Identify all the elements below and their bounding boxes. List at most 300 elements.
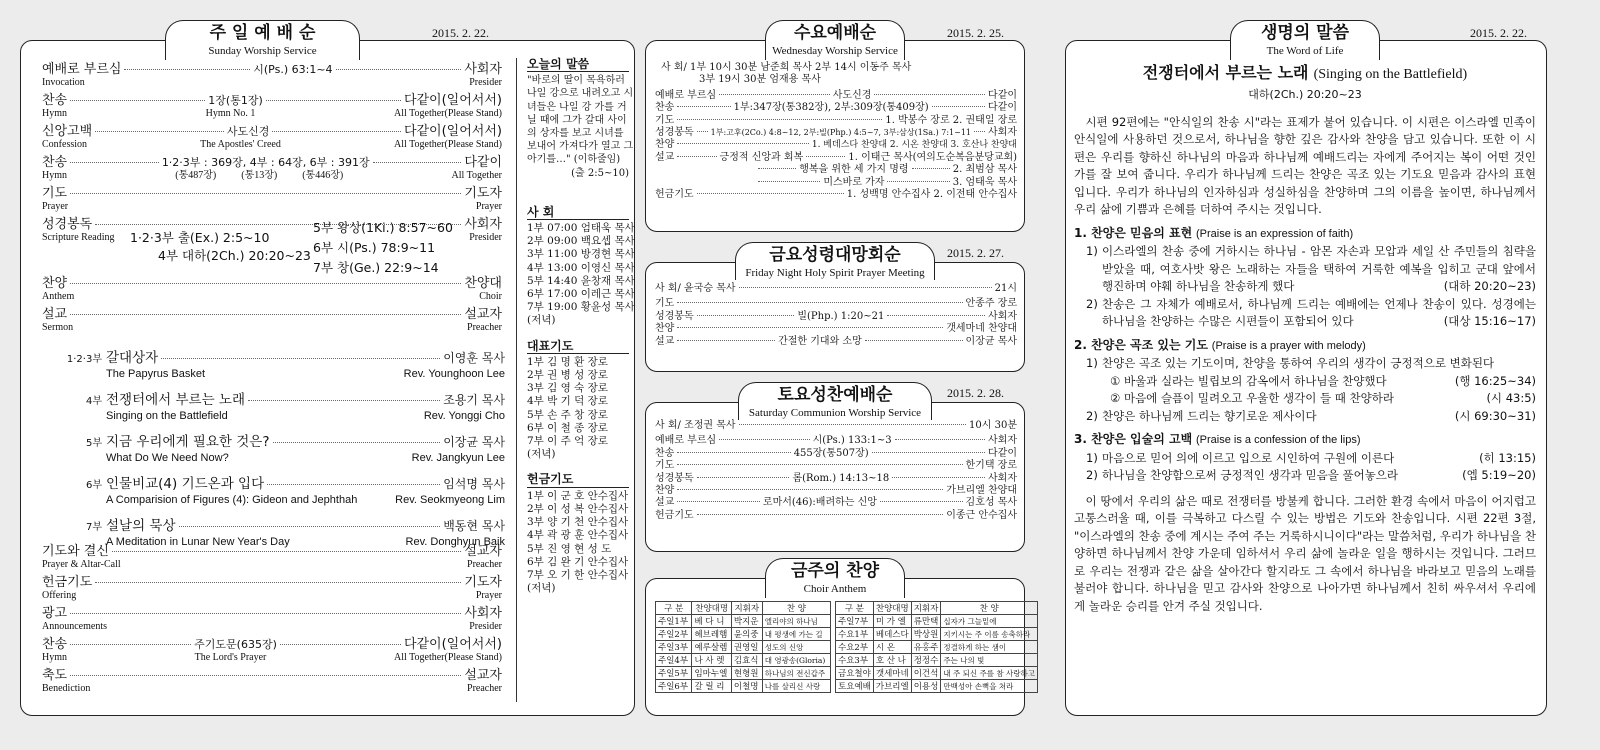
sermon-row bbox=[60, 514, 505, 534]
point-2a2-ref: (시 43:5) bbox=[1486, 391, 1536, 405]
order-role-en: Preacher bbox=[467, 322, 502, 333]
offer-item: 1부 이 군 호 안수집사 bbox=[527, 489, 629, 502]
sermon-preacher-en: Rev. Donghyun Baik bbox=[405, 536, 505, 548]
point-2b: 2) 찬양은 하나님께 드리는 향기로운 제사이다 (시 69:30~31) bbox=[1074, 408, 1536, 426]
saturday-date: 2015. 2. 28. bbox=[947, 386, 1004, 400]
schedule-row bbox=[655, 177, 1017, 189]
verse-line: 나일 강으로 내려오고 시 bbox=[527, 88, 634, 100]
saturday-rows bbox=[655, 435, 1017, 522]
order-item bbox=[42, 272, 502, 302]
order-label: 광고 bbox=[42, 606, 68, 621]
order-role: 설교자 bbox=[464, 668, 502, 683]
order-en-row bbox=[42, 652, 502, 663]
choir-header-row bbox=[836, 602, 1038, 615]
word-title-tab bbox=[1230, 20, 1380, 60]
reading-5: 5부 왕상(1Ki.) 8:57~60 bbox=[313, 220, 453, 235]
schedule-label: 기도 bbox=[655, 460, 675, 472]
order-en-row bbox=[42, 170, 502, 181]
sermon-service: 5부 bbox=[85, 438, 102, 449]
order-detail-en: The Lord's Prayer bbox=[194, 652, 267, 663]
order-role: 찬양대 bbox=[464, 276, 502, 291]
choir-cell: 하나님의 전신갑주 bbox=[762, 667, 830, 680]
order-detail: 1·2·3부 : 369장, 4부 : 64장, 6부 : 391장 bbox=[161, 156, 370, 169]
choir-row bbox=[656, 641, 831, 654]
choir-cell: 박상원 bbox=[911, 628, 941, 641]
schedule-detail: 빌(Php.) 1:20~21 bbox=[797, 310, 885, 322]
order-row bbox=[42, 151, 502, 170]
point-1a: 1) 이스라엘의 찬송 중에 거하시는 하나님 - 암몬 자손과 모압과 세일 산 주민들의 침략을 받았을 때, 여호사밧 왕은 노래하는 자들을 택하여 거룩한 예복을 입히고 군대 앞에서 행진하며 야훼 하나님을 찬송하게 했다 (대하 20:20~23) bbox=[1074, 243, 1536, 296]
choir-cell: 대 영광송(Gloria) bbox=[762, 654, 830, 667]
host-item: 2부 09:00 백요셉 목사 bbox=[527, 235, 635, 248]
choir-title: 금주의 찬양 bbox=[790, 561, 880, 581]
verse-line: "바로의 딸이 목욕하러 bbox=[527, 75, 625, 87]
wednesday-host-2: 3부 19시 30분 엄재용 목사 bbox=[699, 74, 821, 86]
schedule-role: 다같이 bbox=[988, 89, 1018, 101]
sermon-title-en: A Comparision of Figures (4): Gideon and Jephthah bbox=[106, 494, 358, 506]
point-1-en: (Praise is an expression of faith) bbox=[1196, 227, 1354, 240]
choir-cell: 수요1부 bbox=[836, 628, 874, 641]
leader-dots bbox=[677, 452, 790, 453]
point-2 bbox=[1074, 337, 1536, 356]
schedule-row bbox=[655, 473, 1017, 485]
choir-cell: 수요3부 bbox=[836, 654, 874, 667]
sermon-service: 4부 bbox=[85, 396, 102, 407]
offer-item: 6부 김 완 기 안수집사 bbox=[527, 555, 629, 568]
sermon-en-row bbox=[60, 368, 505, 381]
schedule-label: 예배로 부르심 bbox=[655, 89, 717, 101]
choir-header-cell: 지휘자 bbox=[911, 602, 941, 615]
order-role-en: All Together(Please Stand) bbox=[394, 652, 502, 663]
leader-dots bbox=[697, 315, 795, 316]
choir-cell: 주는 나의 빛 bbox=[941, 654, 1038, 667]
point-1a-ref: (대하 20:20~23) bbox=[1443, 279, 1536, 293]
schedule-detail: 1부:347장(통382장), 2부:309장(통409장) bbox=[733, 102, 929, 114]
order-detail: 주기도문(635장) bbox=[194, 638, 277, 651]
leader-dots bbox=[70, 283, 461, 284]
leader-dots bbox=[273, 442, 441, 443]
sermon-row bbox=[60, 388, 505, 408]
order-role-en: All Together(Please Stand) bbox=[394, 108, 502, 119]
choir-cell: 이철명 bbox=[731, 680, 762, 693]
point-2a-text: 찬양은 곡조 있는 기도이며, 찬양을 통하여 우리의 생각이 긍정적으로 변화된다 bbox=[1102, 356, 1495, 370]
order-role-en: Presider bbox=[469, 621, 502, 632]
saturday-host-row bbox=[655, 420, 1017, 432]
schedule-label: 설교 bbox=[655, 151, 675, 163]
choir-cell: 권영일 bbox=[731, 641, 762, 654]
choir-row bbox=[656, 615, 831, 628]
sermon-title-en: Singing on the Battlefield bbox=[106, 410, 228, 422]
leader-dots bbox=[677, 119, 882, 120]
order-item bbox=[42, 664, 502, 694]
choir-row bbox=[836, 628, 1038, 641]
leader-dots bbox=[248, 400, 440, 401]
choir-cell: 주일4부 bbox=[656, 654, 692, 667]
schedule-detail: 사도신경 bbox=[832, 89, 872, 101]
friday-rows bbox=[655, 298, 1017, 348]
order-label: 기도 bbox=[42, 186, 68, 201]
order-label-en: Benediction bbox=[42, 683, 91, 694]
choir-row bbox=[836, 680, 1038, 693]
order-label-en: Hymn bbox=[42, 652, 67, 663]
choir-cell: 이건석 bbox=[911, 667, 941, 680]
schedule-role: 사회자 bbox=[988, 127, 1017, 139]
order-row bbox=[42, 602, 502, 621]
order-label-en: Anthem bbox=[42, 291, 75, 302]
sermon-preacher-en: Rev. Younghoon Lee bbox=[403, 368, 505, 380]
schedule-label: 성경봉독 bbox=[655, 472, 694, 484]
verse-line: (출 2:5~10) bbox=[571, 167, 629, 179]
order-role: 사회자 bbox=[464, 606, 502, 621]
order-label-en: Announcements bbox=[42, 621, 107, 632]
host-list bbox=[527, 222, 635, 328]
order-label-en: Invocation bbox=[42, 77, 85, 88]
sunday-subtitle: Sunday Worship Service bbox=[208, 45, 317, 57]
sermon-title: 갈대상자 bbox=[106, 350, 159, 366]
order-label: 축도 bbox=[42, 668, 68, 683]
leader-dots bbox=[677, 106, 730, 107]
offer-list bbox=[527, 490, 629, 596]
schedule-role: 김호성 목사 bbox=[965, 497, 1018, 509]
leader-dots bbox=[758, 168, 796, 169]
order-detail: 사도신경 bbox=[226, 125, 270, 138]
friday-host: 사 회/ 윤국승 목사 bbox=[655, 283, 736, 294]
order-label: 헌금기도 bbox=[42, 575, 93, 590]
friday-schedule bbox=[655, 283, 1017, 348]
leader-dots bbox=[677, 501, 760, 502]
host-item: 4부 13:00 이영신 목사 bbox=[527, 261, 635, 274]
sunday-order-bottom bbox=[42, 540, 502, 695]
order-label-en: Hymn bbox=[42, 170, 67, 181]
leader-dots bbox=[895, 439, 985, 440]
sermon-title: 인물비교(4) 기드온과 입다 bbox=[106, 476, 265, 492]
order-row bbox=[42, 633, 502, 652]
leader-dots bbox=[912, 168, 950, 169]
order-item bbox=[42, 633, 502, 663]
leader-dots bbox=[677, 302, 962, 303]
schedule-role: 1. 박봉수 장로 2. 권태일 장로 bbox=[885, 114, 1017, 126]
leader-dots bbox=[758, 181, 820, 182]
sunday-title-tab bbox=[165, 20, 360, 60]
verse-title: 오늘의 말씀 bbox=[527, 57, 590, 71]
choir-title-tab bbox=[765, 558, 905, 598]
choir-header-cell: 찬양대명 bbox=[873, 602, 911, 615]
schedule-row bbox=[655, 115, 1017, 127]
leader-dots bbox=[974, 131, 985, 132]
choir-cell: 호 산 나 bbox=[873, 654, 911, 667]
schedule-role: 2. 최범삼 목사 bbox=[952, 164, 1017, 176]
point-3 bbox=[1074, 431, 1536, 450]
order-detail-en: The Apostles' Creed bbox=[200, 139, 281, 150]
saturday-time: 10시 30분 bbox=[969, 420, 1017, 431]
choir-cell: 주일1부 bbox=[656, 615, 692, 628]
order-role-en: All Together bbox=[451, 170, 502, 181]
schedule-label: 찬송 bbox=[655, 102, 675, 114]
order-label: 예배로 부르심 bbox=[42, 62, 122, 77]
order-en-row bbox=[42, 291, 502, 302]
order-role: 설교자 bbox=[464, 307, 502, 322]
schedule-role: 사회자 bbox=[988, 472, 1017, 484]
order-role-en: Preacher bbox=[467, 683, 502, 694]
choir-row bbox=[836, 641, 1038, 654]
sermon-preacher: 임석명 목사 bbox=[443, 477, 505, 491]
sermon-ref: 대하(2Ch.) 20:20~23 bbox=[1248, 88, 1362, 101]
leader-dots bbox=[280, 644, 401, 645]
leader-dots bbox=[874, 94, 985, 95]
order-item bbox=[42, 540, 502, 570]
leader-dots bbox=[677, 489, 943, 490]
point-2-en: (Praise is a prayer with melody) bbox=[1211, 339, 1366, 352]
point-1 bbox=[1074, 225, 1536, 244]
choir-cell: 윤의중 bbox=[731, 628, 762, 641]
choir-cell: 가브리엘 bbox=[873, 680, 911, 693]
saturday-title: 토요성찬예배순 bbox=[777, 385, 893, 405]
point-1b-ref: (대상 15:16~17) bbox=[1443, 314, 1536, 328]
schedule-row bbox=[655, 510, 1017, 522]
choir-row bbox=[656, 628, 831, 641]
reading-1: 1·2·3부 출(Ex.) 2:5~10 bbox=[130, 230, 270, 245]
schedule-role: 갯세마네 찬양대 bbox=[946, 323, 1017, 335]
schedule-row bbox=[655, 485, 1017, 497]
order-detail: 시(Ps.) 63:1~4 bbox=[253, 63, 333, 76]
order-item bbox=[42, 58, 502, 88]
sermon-row bbox=[60, 472, 505, 492]
order-role-en: All Together(Please Stand) bbox=[394, 139, 502, 150]
prayer-item: 4부 박 기 덕 장로 bbox=[527, 395, 608, 408]
leader-dots bbox=[179, 526, 441, 527]
leader-dots bbox=[697, 477, 790, 478]
friday-title: 금요성령대망회순 bbox=[769, 245, 901, 265]
order-en-row bbox=[42, 590, 502, 601]
choir-row bbox=[836, 667, 1038, 680]
friday-date: 2015. 2. 27. bbox=[947, 246, 1004, 260]
leader-dots bbox=[124, 69, 250, 70]
saturday-schedule bbox=[655, 420, 1017, 522]
leader-dots bbox=[95, 582, 461, 583]
prayer-item: 3부 김 영 숙 장로 bbox=[527, 382, 608, 395]
verse-line: 녀들은 나일 강 가를 거 bbox=[527, 101, 627, 113]
order-row bbox=[42, 182, 502, 201]
order-label-en: Sermon bbox=[42, 322, 74, 333]
order-role-en: Presider bbox=[469, 77, 502, 88]
choir-cell: 주일7부 bbox=[836, 615, 874, 628]
leader-dots bbox=[887, 315, 985, 316]
order-detail-en: (통487장) (통13장) (통446장) bbox=[175, 170, 344, 181]
point-1b: 2) 찬송은 그 자체가 예배로서, 하나님께 드리는 예배에는 언제나 찬송이 있다. 성경에는 하나님을 찬양하는 수많은 시편들이 포함되어 있다 (대상 15:16~17) bbox=[1074, 296, 1536, 331]
schedule-detail: 미스바로 가자 bbox=[823, 176, 885, 188]
point-3b: 2) 하나님을 찬양함으로써 긍정적인 생각과 믿음을 풀어놓으라 (엡 5:19~20) bbox=[1074, 467, 1536, 485]
sermon-list bbox=[60, 346, 505, 556]
leader-dots bbox=[865, 340, 963, 341]
schedule-label: 기도 bbox=[655, 114, 675, 126]
order-role: 다같이(일어서서) bbox=[403, 637, 502, 652]
leader-dots bbox=[872, 452, 985, 453]
point-3a: 1) 마음으로 믿어 의에 이르고 입으로 시인하여 구원에 이른다 (히 13:15) bbox=[1074, 450, 1536, 468]
sermon-service: 1·2·3부 bbox=[66, 354, 102, 365]
schedule-detail: 긍정적 신앙과 회복 bbox=[719, 151, 804, 163]
host-item: (저녁) bbox=[527, 314, 556, 327]
schedule-detail: 간절한 기대와 소망 bbox=[778, 335, 862, 347]
choir-row bbox=[836, 615, 1038, 628]
schedule-role: 다같이 bbox=[988, 102, 1017, 114]
leader-dots bbox=[677, 156, 716, 157]
schedule-row bbox=[655, 336, 1017, 348]
schedule-label: 설교 bbox=[655, 497, 675, 509]
schedule-detail: 455장(통507장) bbox=[793, 447, 869, 459]
schedule-label: 찬송 bbox=[655, 447, 675, 459]
leader-dots bbox=[719, 439, 809, 440]
leader-dots bbox=[697, 193, 844, 194]
order-role-en: Choir bbox=[479, 291, 502, 302]
point-2a1-text: ① 바울과 실라는 빌립보의 감옥에서 하나님을 찬양했다 bbox=[1110, 373, 1387, 388]
order-en-row bbox=[42, 139, 502, 150]
point-3-en: (Praise is a confession of the lips) bbox=[1196, 434, 1361, 446]
sermon-title: 지금 우리에게 필요한 것은? bbox=[106, 434, 270, 450]
order-role-en: Presider bbox=[469, 232, 502, 243]
host-item: 1부 07:00 엄태욱 목사 bbox=[527, 222, 635, 235]
order-row bbox=[42, 58, 502, 77]
offer-item: 3부 양 기 천 안수집사 bbox=[527, 516, 629, 529]
choir-cell: 유홍주 bbox=[911, 641, 941, 654]
order-role: 다같이(일어서서) bbox=[403, 124, 502, 139]
choir-cell: 미 가 엘 bbox=[873, 615, 911, 628]
saturday-host: 사 회/ 조정권 목사 bbox=[655, 420, 736, 431]
choir-header-cell: 구 분 bbox=[836, 602, 874, 615]
prayer-item: 5부 손 주 창 장로 bbox=[527, 408, 608, 421]
verse-line: 보내어 가져다가 열고 그 bbox=[527, 141, 634, 153]
prayer-item: 2부 권 병 성 장로 bbox=[527, 369, 608, 382]
order-item bbox=[42, 182, 502, 212]
point-3b-ref: (엡 5:19~20) bbox=[1462, 468, 1536, 482]
choir-cell: 토요예배 bbox=[836, 680, 874, 693]
order-label: 찬송 bbox=[42, 637, 68, 652]
order-label: 찬송 bbox=[42, 155, 68, 170]
point-3a-text: 마음으로 믿어 의에 이르고 입으로 시인하여 구원에 이른다 bbox=[1102, 450, 1395, 465]
order-role-en: Preacher bbox=[467, 559, 502, 570]
offer-item: 2부 이 성 복 안수집사 bbox=[527, 502, 629, 515]
choir-cell: 내 주 되신 주를 참 사랑하고 bbox=[941, 667, 1038, 680]
leader-dots bbox=[373, 162, 462, 163]
point-3b-text: 하나님을 찬양함으로써 긍정적인 생각과 믿음을 풀어놓으라 bbox=[1102, 468, 1398, 482]
wednesday-rows bbox=[655, 90, 1017, 202]
schedule-detail: 시(Ps.) 133:1~3 bbox=[812, 435, 892, 447]
order-row bbox=[42, 540, 502, 559]
friday-title-tab bbox=[735, 242, 935, 280]
saturday-subtitle: Saturday Communion Worship Service bbox=[748, 407, 922, 419]
sermon-preacher-en: Rev. Seokmyeong Lim bbox=[395, 494, 505, 506]
order-label-en: Scripture Reading bbox=[42, 232, 115, 243]
choir-cell: 류만택 bbox=[911, 615, 941, 628]
friday-subtitle: Friday Night Holy Spirit Prayer Meeting bbox=[745, 267, 925, 279]
schedule-label: 기도 bbox=[655, 298, 675, 310]
choir-cell: 만백성아 손뼉을 쳐라 bbox=[941, 680, 1038, 693]
leader-dots bbox=[70, 314, 461, 315]
schedule-role: 1. 이태근 목사(여의도순복음분당교회) bbox=[848, 151, 1018, 163]
offer-item: (저녁) bbox=[527, 582, 556, 595]
schedule-row bbox=[655, 323, 1017, 335]
point-1a-text: 이스라엘의 찬송 중에 거하시는 하나님 - 암몬 자손과 모압과 세일 산 주민들의 침략을 받았을 때, 여호사밧 왕은 노래하는 자들을 택하여 거룩한 예복을 입히고 군대 앞에서 행진하며 야훼 하나님을 찬송하게 했다 bbox=[1102, 244, 1536, 293]
choir-cell: 김효식 bbox=[731, 654, 762, 667]
sermon-preacher: 이영훈 목사 bbox=[443, 351, 505, 365]
sermon-title: 전쟁터에서 부르는 노래 bbox=[106, 392, 245, 408]
wednesday-subtitle: Wednesday Worship Service bbox=[772, 45, 898, 57]
order-en-row bbox=[42, 77, 502, 88]
verse-heading bbox=[527, 58, 629, 72]
choir-cell: 주일5부 bbox=[656, 667, 692, 680]
choir-cell: 주일2부 bbox=[656, 628, 692, 641]
schedule-row bbox=[655, 311, 1017, 323]
schedule-role: 한기택 장로 bbox=[965, 460, 1017, 472]
order-item bbox=[42, 303, 502, 333]
order-detail-en: Hymn No. 1 bbox=[205, 108, 256, 119]
order-role: 다같이 bbox=[464, 155, 503, 170]
sermon-title-en: The Papyrus Basket bbox=[106, 368, 206, 380]
schedule-row bbox=[655, 139, 1017, 151]
prayer-item: 7부 이 주 억 장로 bbox=[527, 435, 608, 448]
leader-dots bbox=[880, 501, 963, 502]
choir-cell: 임마누엘 bbox=[692, 667, 731, 680]
sermon-service: 7부 bbox=[85, 522, 102, 533]
word-date: 2015. 2. 22. bbox=[1470, 26, 1527, 40]
order-row bbox=[42, 571, 502, 590]
order-en-row bbox=[42, 559, 502, 570]
leader-dots bbox=[161, 358, 440, 359]
schedule-role: 사회자 bbox=[988, 435, 1018, 447]
order-item bbox=[42, 89, 502, 119]
prayer-list bbox=[527, 356, 629, 462]
order-label-en: Prayer bbox=[42, 201, 69, 212]
wednesday-title-tab bbox=[765, 20, 905, 60]
order-en-row bbox=[42, 201, 502, 212]
choir-cell: 내 평생에 가는 길 bbox=[762, 628, 830, 641]
order-role-en: Prayer bbox=[475, 201, 502, 212]
sermon-preacher-en: Rev. Jangkyun Lee bbox=[411, 452, 505, 464]
leader-dots bbox=[266, 100, 401, 101]
schedule-row bbox=[655, 152, 1017, 164]
point-2b-ref: (시 69:30~31) bbox=[1454, 408, 1536, 423]
order-item bbox=[42, 602, 502, 632]
order-label: 신앙고백 bbox=[42, 124, 93, 139]
sermon-preacher: 이장균 목사 bbox=[443, 435, 505, 449]
sermon-item bbox=[60, 388, 505, 423]
order-row bbox=[42, 89, 502, 108]
leader-dots bbox=[70, 162, 159, 163]
point-3-title: 3. 찬양은 입술의 고백 bbox=[1074, 432, 1193, 446]
schedule-detail: 1부:고후(2Co.) 4:8~12, 2부:빌(Php.) 4:5~7, 3부:삼상(1Sa.) 7:1~11 bbox=[710, 128, 972, 138]
reading-6: 6부 시(Ps.) 78:9~11 bbox=[313, 240, 436, 255]
choir-cell: 헤브레햄 bbox=[692, 628, 731, 641]
offer-item: 5부 진 영 현 성 도 bbox=[527, 542, 612, 555]
leader-dots bbox=[677, 340, 775, 341]
schedule-label: 찬양 bbox=[655, 139, 675, 151]
schedule-row bbox=[655, 460, 1017, 472]
host-item: 7부 19:00 황윤성 목사 bbox=[527, 301, 635, 314]
point-3a-ref: (히 13:15) bbox=[1479, 450, 1536, 465]
order-label: 기도와 결신 bbox=[42, 544, 109, 559]
leader-dots bbox=[932, 106, 985, 107]
sermon-preacher: 조용기 목사 bbox=[443, 393, 505, 407]
order-label: 성경봉독 bbox=[42, 217, 93, 232]
leader-dots bbox=[267, 484, 440, 485]
prayer-item: 6부 이 철 종 장로 bbox=[527, 421, 608, 434]
order-role: 사회자 bbox=[464, 217, 502, 232]
choir-cell: 수요2부 bbox=[836, 641, 874, 654]
offer-item: 7부 오 기 한 안수집사 bbox=[527, 568, 629, 581]
sermon-heading-en: (Singing on the Battlefield) bbox=[1313, 67, 1468, 82]
sidebar-column bbox=[527, 57, 635, 595]
friday-host-row bbox=[655, 283, 1017, 295]
word-subtitle: The Word of Life bbox=[1266, 45, 1344, 57]
leader-dots bbox=[697, 514, 944, 515]
